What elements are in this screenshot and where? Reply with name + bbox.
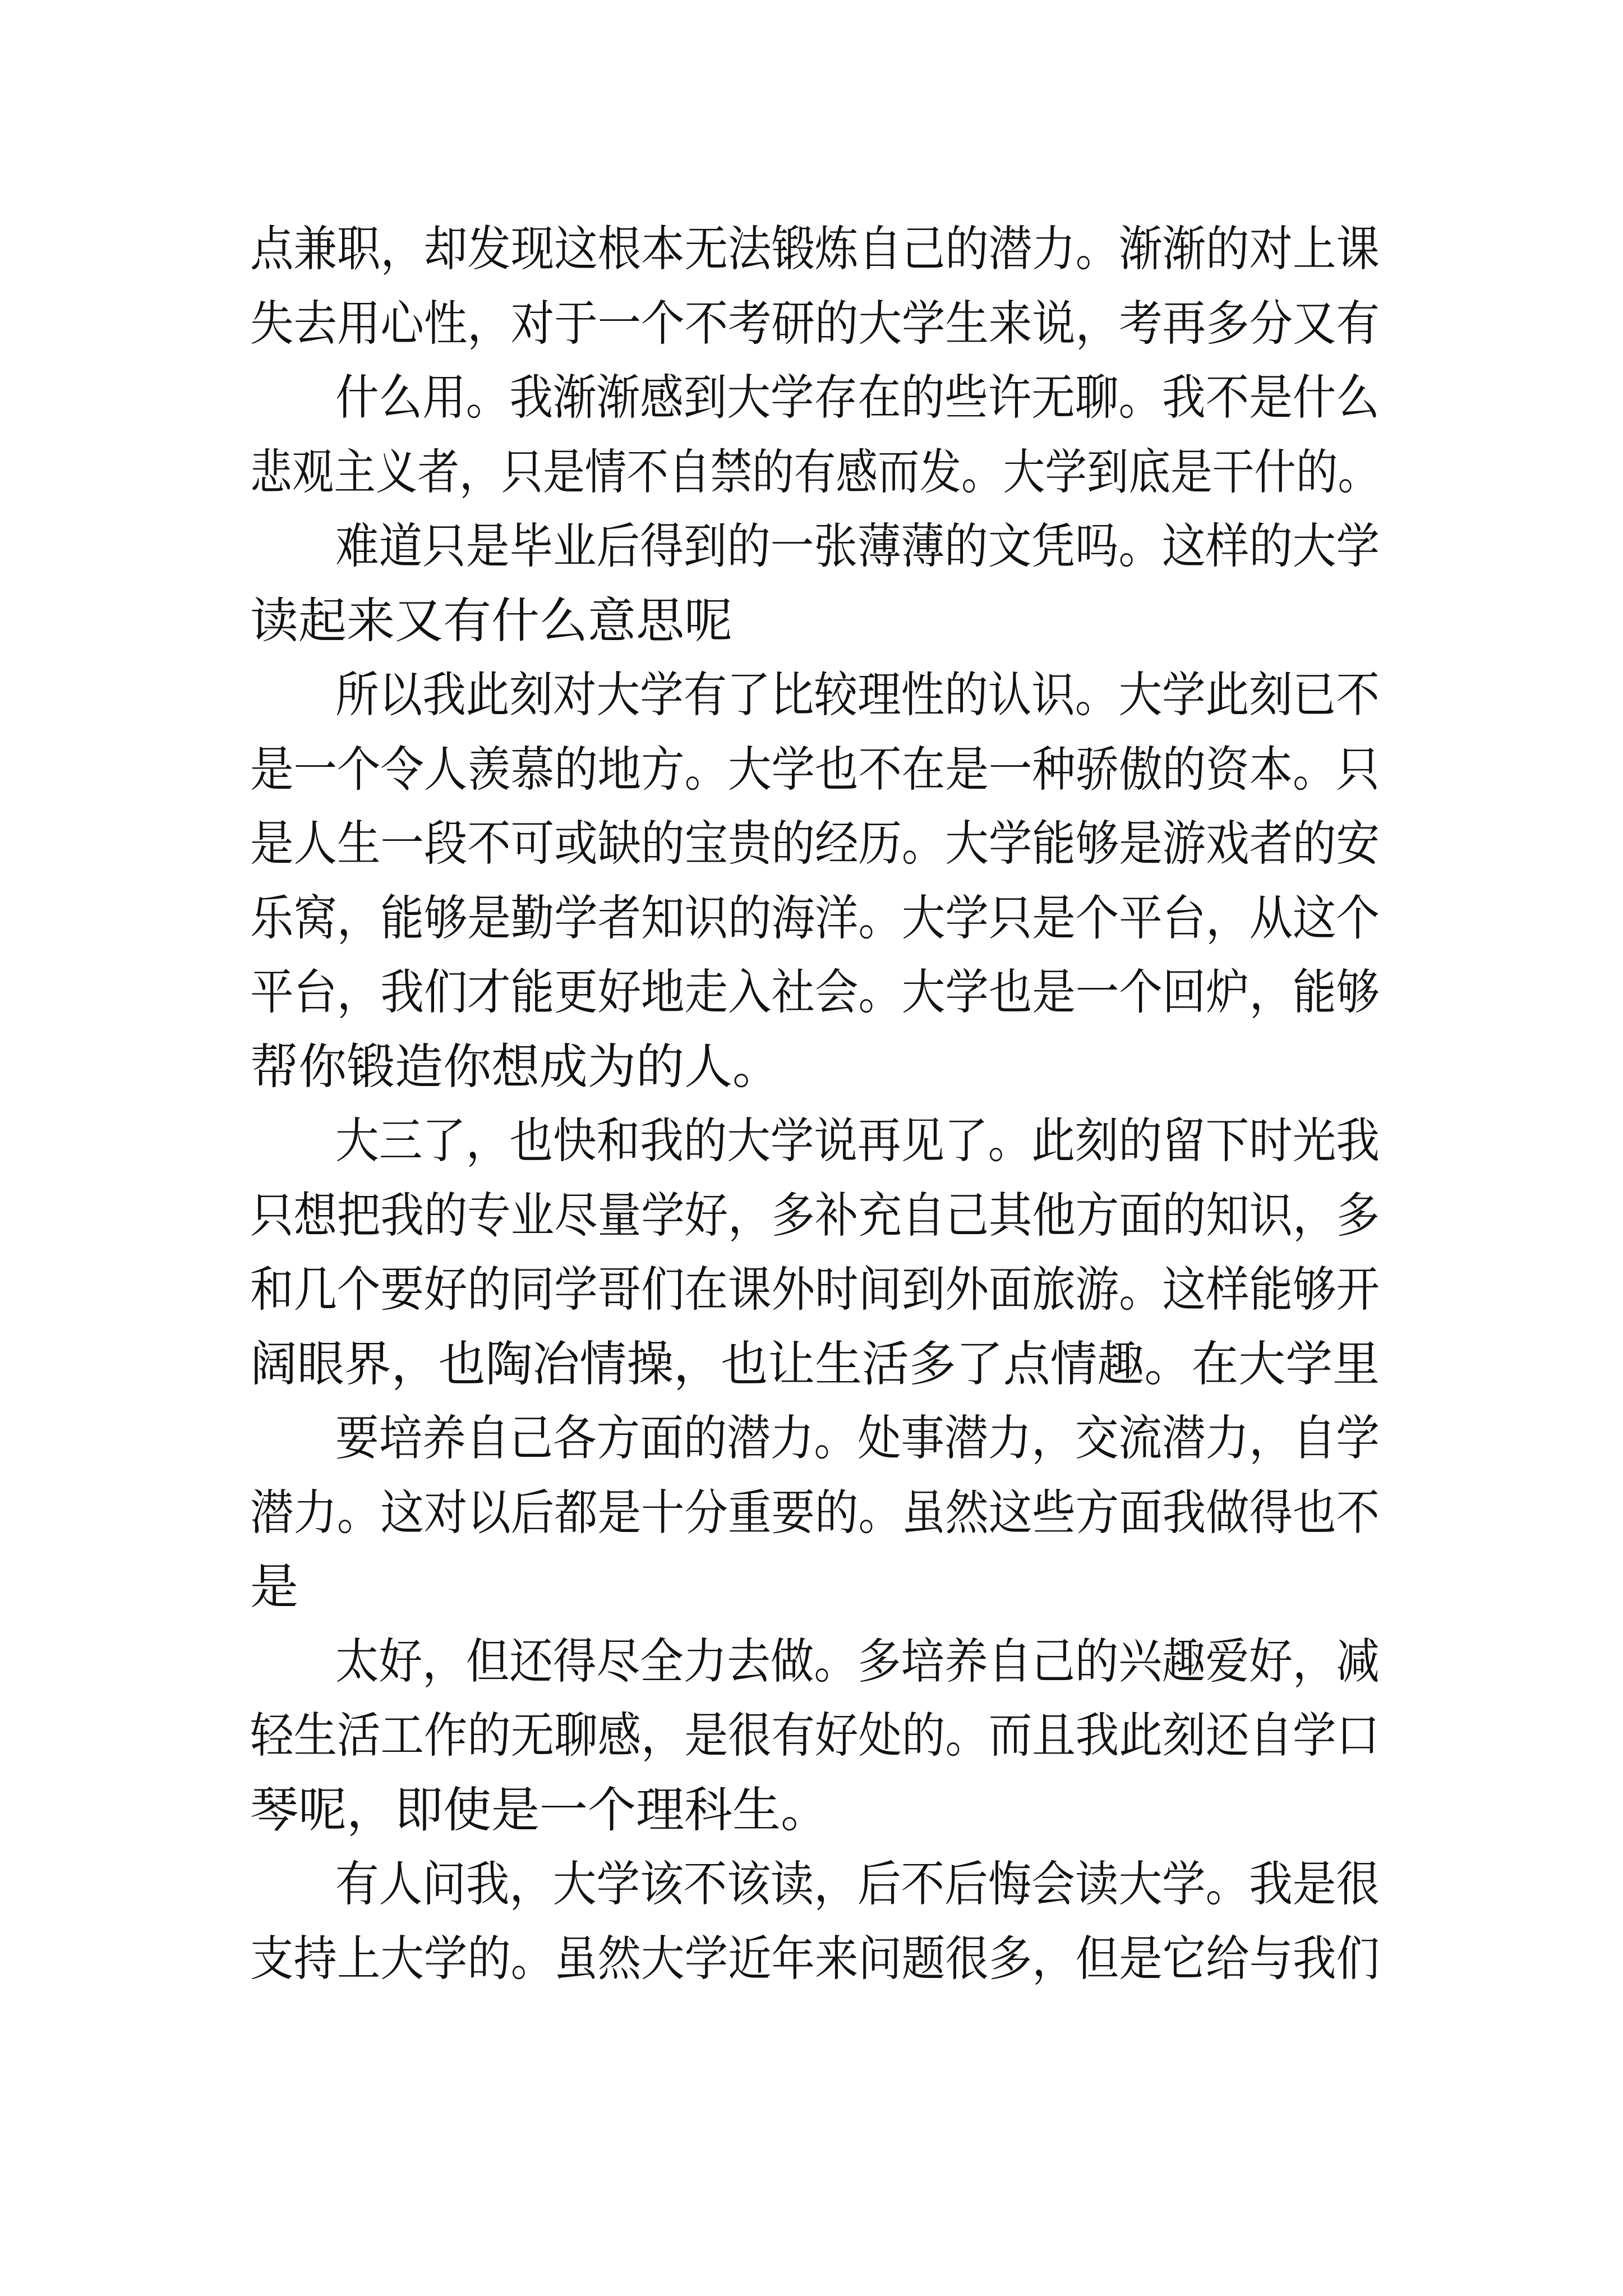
text-line bbox=[0, 1696, 1623, 1775]
text-line-content: 大三了，也快和我的大学说再见了。此刻的留下时光我 bbox=[335, 1113, 1380, 1169]
text-line-content: 要培养自己各方面的潜力。处事潜力，交流潜力，自学 bbox=[335, 1410, 1380, 1466]
text-line-content: 轻生活工作的无聊感，是很有好处的。而且我此刻还自学口 bbox=[250, 1708, 1380, 1764]
text-line bbox=[0, 1325, 1623, 1404]
text-line-content: 太好，但还得尽全力去做。多培养自己的兴趣爱好，减 bbox=[335, 1634, 1380, 1690]
text-line-content: 读起来又有什么意思呢 bbox=[250, 593, 732, 649]
text-line-content: 点兼职，却发现这根本无法锻炼自己的潜力。渐渐的对上课 bbox=[250, 221, 1380, 277]
text-line bbox=[0, 1028, 1623, 1106]
text-line bbox=[0, 879, 1623, 958]
text-line bbox=[0, 1250, 1623, 1329]
text-line-content: 支持上大学的。虽然大学近年来问题很多，但是它给与我们 bbox=[250, 1931, 1380, 1987]
text-line bbox=[0, 1102, 1623, 1180]
text-line bbox=[0, 1176, 1623, 1255]
text-line-content: 只想把我的专业尽量学好，多补充自己其他方面的知识，多 bbox=[250, 1188, 1380, 1244]
text-line-content: 是人生一段不可或缺的宝贵的经历。大学能够是游戏者的安 bbox=[250, 816, 1380, 872]
text-line-content: 是一个令人羡慕的地方。大学也不在是一种骄傲的资本。只 bbox=[250, 742, 1380, 798]
text-line-content: 失去用心性，对于一个不考研的大学生来说，考再多分又有 bbox=[250, 296, 1380, 352]
text-line bbox=[0, 1399, 1623, 1478]
text-line-content: 悲观主义者，只是情不自禁的有感而发。大学到底是干什的。 bbox=[250, 444, 1380, 500]
text-line-content: 是 bbox=[250, 1559, 298, 1615]
text-line-content: 所以我此刻对大学有了比较理性的认识。大学此刻已不 bbox=[335, 667, 1380, 723]
text-line-content: 潜力。这对以后都是十分重要的。虽然这些方面我做得也不 bbox=[250, 1485, 1380, 1541]
text-line bbox=[0, 1474, 1623, 1552]
text-line bbox=[0, 358, 1623, 437]
text-line-content: 和几个要好的同学哥们在课外时间到外面旅游。这样能够开 bbox=[250, 1262, 1380, 1318]
text-line-content: 阔眼界，也陶冶情操，也让生活多了点情趣。在大学里 bbox=[250, 1336, 1380, 1392]
text-line-content: 帮你锻造你想成为的人。 bbox=[250, 1039, 781, 1095]
text-line bbox=[0, 1920, 1623, 1998]
text-line-content: 乐窝，能够是勤学者知识的海洋。大学只是个平台，从这个 bbox=[250, 890, 1380, 946]
text-line bbox=[0, 433, 1623, 512]
text-line bbox=[0, 804, 1623, 883]
text-line bbox=[0, 1548, 1623, 1626]
text-line bbox=[0, 656, 1623, 734]
text-line bbox=[0, 210, 1623, 288]
text-line bbox=[0, 582, 1623, 660]
text-line bbox=[0, 730, 1623, 809]
text-line-content: 琴呢，即使是一个理科生。 bbox=[250, 1782, 829, 1838]
text-line bbox=[0, 953, 1623, 1032]
text-line-content: 有人问我，大学该不该读，后不后悔会读大学。我是很 bbox=[335, 1856, 1380, 1912]
text-line-content: 什么用。我渐渐感到大学存在的些许无聊。我不是什么 bbox=[335, 370, 1380, 426]
text-line bbox=[0, 1771, 1623, 1849]
text-line bbox=[0, 507, 1623, 586]
text-line bbox=[0, 1622, 1623, 1701]
text-line bbox=[0, 284, 1623, 363]
text-line-content: 平台，我们才能更好地走入社会。大学也是一个回炉，能够 bbox=[250, 964, 1380, 1020]
text-line bbox=[0, 1845, 1623, 1924]
text-line-content: 难道只是毕业后得到的一张薄薄的文凭吗。这样的大学 bbox=[335, 518, 1380, 574]
